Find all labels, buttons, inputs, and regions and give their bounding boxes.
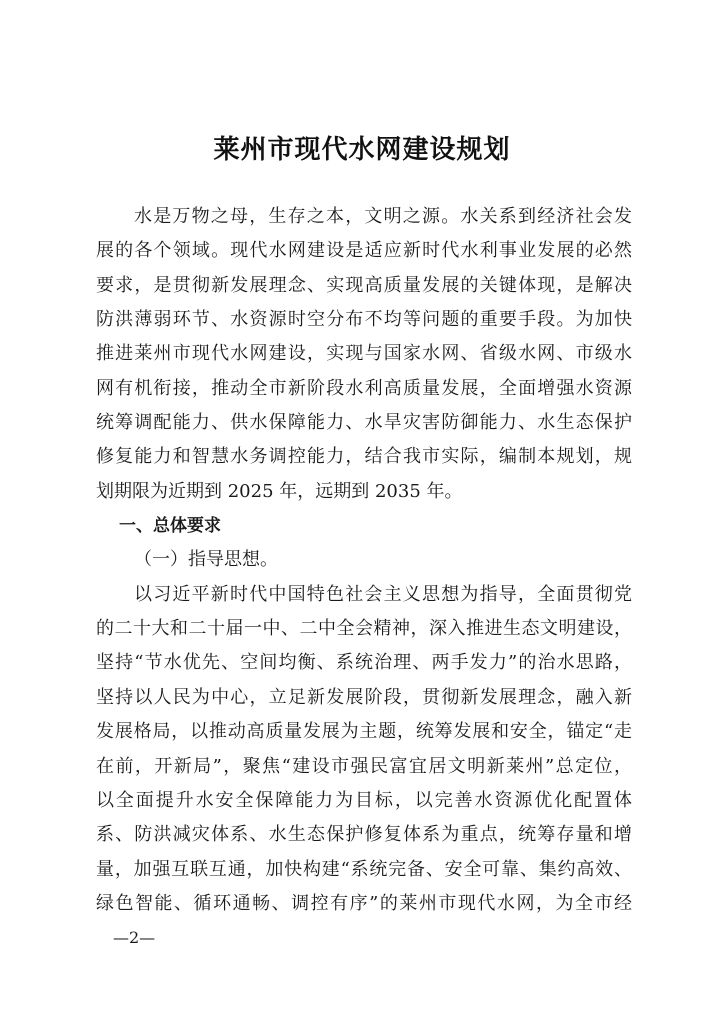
guiding-line: 在前，开新局”，聚焦“建设市强民富宜居文明新莱州”总定位， bbox=[96, 755, 632, 777]
intro-line: 网有机衔接，推动全市新阶段水利高质量发展，全面增强水资源 bbox=[96, 377, 632, 399]
guiding-line: 绿色智能、循环通畅、调控有序”的莱州市现代水网，为全市经 bbox=[96, 892, 632, 914]
intro-line: 展的各个领域。现代水网建设是适应新时代水利事业发展的必然 bbox=[96, 240, 632, 262]
intro-line: 统筹调配能力、供水保障能力、水旱灾害防御能力、水生态保护 bbox=[96, 412, 632, 434]
guiding-line: 以习近平新时代中国特色社会主义思想为指导，全面贯彻党 bbox=[134, 583, 632, 605]
intro-line: 水是万物之母，生存之本，文明之源。水关系到经济社会发 bbox=[134, 206, 632, 227]
intro-line: 划期限为近期到 2025 年，远期到 2035 年。 bbox=[96, 480, 463, 502]
guiding-line: 以全面提升水安全保障能力为目标，以完善水资源优化配置体 bbox=[96, 789, 632, 811]
intro-line: 推进莱州市现代水网建设，实现与国家水网、省级水网、市级水 bbox=[96, 343, 632, 365]
document-title: 莱州市现代水网建设规划 bbox=[213, 135, 511, 165]
subsection-heading: （一）指导思想。 bbox=[134, 549, 278, 571]
guiding-line: 系、防洪减灾体系、水生态保护修复体系为重点，统筹存量和增 bbox=[96, 824, 632, 846]
guiding-line: 坚持以人民为中心，立足新发展阶段，贯彻新发展理念，融入新 bbox=[96, 686, 632, 708]
guiding-line: 发展格局，以推动高质量发展为主题，统筹发展和安全，锚定“走 bbox=[96, 721, 632, 743]
intro-line: 防洪薄弱环节、水资源时空分布不均等问题的重要手段。为加快 bbox=[96, 309, 632, 331]
guiding-line: 的二十大和二十届一中、二中全会精神，深入推进生态文明建设， bbox=[96, 618, 632, 640]
intro-line: 要求，是贯彻新发展理念、实现高质量发展的关键体现，是解决 bbox=[96, 274, 632, 296]
intro-line: 修复能力和智慧水务调控能力，结合我市实际，编制本规划，规 bbox=[96, 446, 632, 468]
section-heading: 一、总体要求 bbox=[119, 516, 221, 537]
guiding-line: 量，加强互联互通，加快构建“系统完备、安全可靠、集约高效、 bbox=[96, 858, 632, 880]
document-body bbox=[96, 200, 632, 956]
page-number: —2— bbox=[113, 928, 156, 948]
guiding-line: 坚持“节水优先、空间均衡、系统治理、两手发力”的治水思路， bbox=[96, 652, 632, 674]
